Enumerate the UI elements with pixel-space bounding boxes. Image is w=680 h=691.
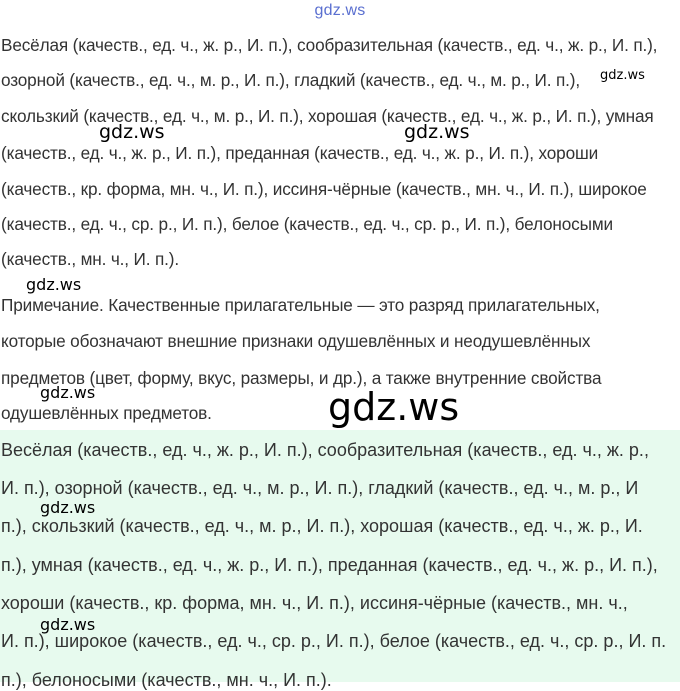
text-line: озорной (качеств., ед. ч., м. р., И. п.), гладкий (качеств., ед. ч., м. р., И. п.), bbox=[1, 70, 580, 90]
watermark-large: gdz.ws bbox=[328, 385, 460, 429]
watermark: gdz.ws bbox=[26, 275, 82, 294]
note-line: предметов (цвет, форму, вкус, размеры, и др.), а также внутренние свойства bbox=[1, 368, 602, 388]
answer-line: хороши (качеств., кр. форма, мн. ч., И. п.), иссиня-чёрные (качеств., мн. ч., bbox=[1, 593, 628, 613]
answer-line: п.), умная (качеств., ед. ч., ж. р., И. п.), преданная (качеств., ед. ч., ж. р., И. п.), bbox=[1, 555, 658, 575]
answer-line: п.), белоносыми (качеств., мн. ч., И. п.). bbox=[1, 670, 332, 690]
answer-line: Весёлая (качеств., ед. ч., ж. р., И. п.), сообразительная (качеств., ед. ч., ж. р., bbox=[1, 440, 649, 460]
note-line: одушевлённых предметов. bbox=[1, 403, 212, 423]
note-line: Примечание. Качественные прилагательные — это разряд прилагательных, bbox=[1, 295, 600, 315]
answer-block bbox=[0, 430, 680, 690]
note-line: которые обозначают внешние признаки одушевлённых и неодушевлённых bbox=[1, 331, 591, 351]
watermark: gdz.ws bbox=[99, 121, 165, 143]
watermark: gdz.ws bbox=[404, 121, 470, 143]
text-line: (качеств., ед. ч., ср. р., И. п.), белое (качеств., ед. ч., ср. р., И. п.), белоносыми bbox=[1, 214, 613, 234]
text-line: скользкий (качеств., ед. ч., м. р., И. п.), хорошая (качеств., ед. ч., ж. р., И. п.), умная bbox=[1, 106, 654, 126]
watermark: gdz.ws bbox=[600, 68, 645, 83]
answer-line: И. п.), широкое (качеств., ед. ч., ср. р., И. п.), белое (качеств., ед. ч., ср. р., И. п. bbox=[1, 631, 667, 651]
answer-line: И. п.), озорной (качеств., ед. ч., м. р., И. п.), гладкий (качеств., ед. ч., м. р., И bbox=[1, 478, 639, 498]
text-line: Весёлая (качеств., ед. ч., ж. р., И. п.), сообразительная (качеств., ед. ч., ж. р., И. п.), bbox=[1, 35, 658, 55]
watermark: gdz.ws bbox=[40, 615, 96, 634]
answer-line: п.), скользкий (качеств., ед. ч., м. р., И. п.), хорошая (качеств., ед. ч., ж. р., И. bbox=[1, 516, 643, 536]
text-line: (качеств., мн. ч., И. п.). bbox=[1, 249, 179, 269]
text-line: (качеств., ед. ч., ж. р., И. п.), преданная (качеств., ед. ч., ж. р., И. п.), хороши bbox=[1, 143, 599, 163]
watermark: gdz.ws bbox=[40, 383, 96, 402]
text-line: (качеств., кр. форма, мн. ч., И. п.), иссиня-чёрные (качеств., мн. ч., И. п.), широкое bbox=[1, 179, 647, 199]
watermark: gdz.ws bbox=[40, 498, 96, 517]
top-watermark: gdz.ws bbox=[314, 2, 366, 19]
